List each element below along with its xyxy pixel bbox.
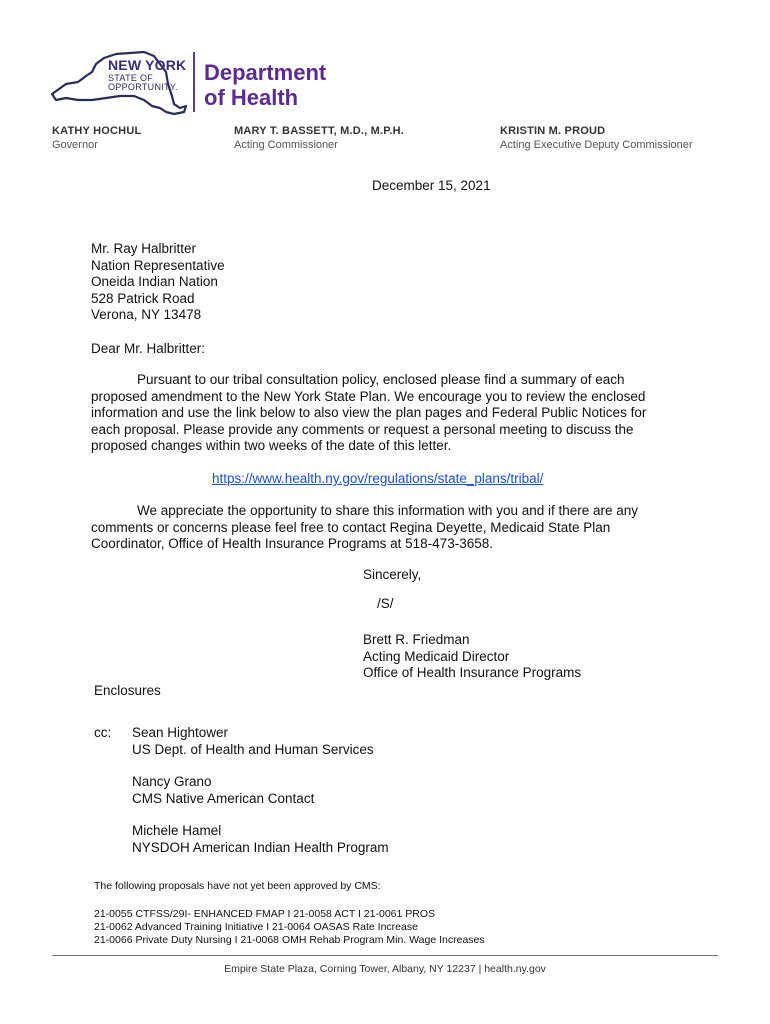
ny-logo-title: NEW YORK [108, 57, 187, 73]
official-commissioner [234, 125, 404, 151]
cc-entry [132, 725, 389, 758]
pending-approval-note: The following proposals have not yet been approved by CMS: [94, 880, 381, 892]
dept-line1: Department [204, 60, 327, 85]
cc-entry [132, 774, 389, 807]
cc-list [132, 725, 389, 872]
paragraph-line: proposed amendment to the New York State Plan. We encourage you to review the enclosed [91, 388, 646, 404]
address-line: Oneida Indian Nation [91, 274, 218, 289]
footer-address: Empire State Plaza, Corning Tower, Albany, NY 12237 | health.ny.gov [224, 963, 546, 975]
paragraph-line: information and use the link below to also view the plan pages and Federal Public Notices for [91, 405, 647, 420]
dept-line2: of Health [204, 85, 299, 110]
official-title: Acting Commissioner [234, 139, 338, 151]
enclosures-label: Enclosures [94, 683, 161, 698]
paragraph-line: We appreciate the opportunity to share this information with you and if there are any [137, 503, 639, 518]
ny-logo-sub1: STATE OF [108, 73, 154, 83]
address-line: Mr. Ray Halbritter [91, 241, 197, 256]
logo-divider [193, 52, 195, 112]
cc-name: Sean Hightower [132, 725, 229, 740]
proposal-line: 21-0066 Private Duty Nursing I 21-0068 OMH Rehab Program Min. Wage Increases [94, 934, 485, 946]
signer-line: Office of Health Insurance Programs [363, 665, 582, 680]
paragraph-line: comments or concerns please feel free to contact Regina Deyette, Medicaid State Plan [91, 519, 611, 535]
cc-org: US Dept. of Health and Human Services [132, 741, 374, 757]
official-name: KRISTIN M. PROUD [500, 125, 606, 137]
official-title: Governor [52, 139, 98, 151]
cc-name: Nancy Grano [132, 774, 212, 789]
signer-block [363, 632, 581, 682]
address-line: Verona, NY 13478 [91, 307, 202, 322]
official-title: Acting Executive Deputy Commissioner [500, 139, 693, 151]
nys-logo-text [108, 58, 186, 93]
paragraph-line: Pursuant to our tribal consultation policy, enclosed please find a summary of each [137, 372, 625, 387]
paragraph-consultation [91, 372, 671, 455]
cc-label: cc: [94, 725, 112, 740]
official-name: MARY T. BASSETT, M.D., M.P.H. [234, 125, 405, 137]
department-of-health-logo [204, 60, 326, 110]
paragraph-line: each proposal. Please provide any comments or request a personal meeting to discuss the [91, 421, 634, 437]
cc-name: Michele Hamel [132, 823, 222, 838]
recipient-address [91, 241, 225, 324]
cc-org: NYSDOH American Indian Health Program [132, 839, 389, 855]
footer-divider [52, 955, 718, 956]
address-line: 528 Patrick Road [91, 290, 195, 306]
paragraph-contact [91, 503, 671, 553]
signature: /S/ [377, 596, 394, 611]
tribal-state-plans-link[interactable]: https://www.health.ny.gov/regulations/state_plans/tribal/ [212, 471, 544, 486]
cc-entry [132, 823, 389, 856]
proposal-line: 21-0055 CTFSS/29I- ENHANCED FMAP I 21-0058 ACT I 21-0061 PROS [94, 908, 436, 920]
signer-line: Brett R. Friedman [363, 632, 470, 647]
proposal-list [94, 908, 485, 947]
official-name: KATHY HOCHUL [52, 125, 142, 137]
closing: Sincerely, [363, 567, 422, 582]
official-governor [52, 125, 141, 151]
address-line: Nation Representative [91, 257, 225, 273]
letter-date: December 15, 2021 [372, 178, 491, 193]
proposal-line: 21-0062 Advanced Training Initiative I 21-0064 OASAS Rate Increase [94, 921, 418, 933]
ny-logo-sub2: OPPORTUNITY. [108, 82, 178, 93]
salutation: Dear Mr. Halbritter: [91, 341, 206, 356]
paragraph-line: Coordinator, Office of Health Insurance Programs at 518-473-3658. [91, 536, 493, 551]
official-deputy-commissioner [500, 125, 693, 151]
paragraph-line: proposed changes within two weeks of the date of this letter. [91, 438, 452, 453]
cc-org: CMS Native American Contact [132, 790, 315, 806]
signer-line: Acting Medicaid Director [363, 648, 510, 664]
